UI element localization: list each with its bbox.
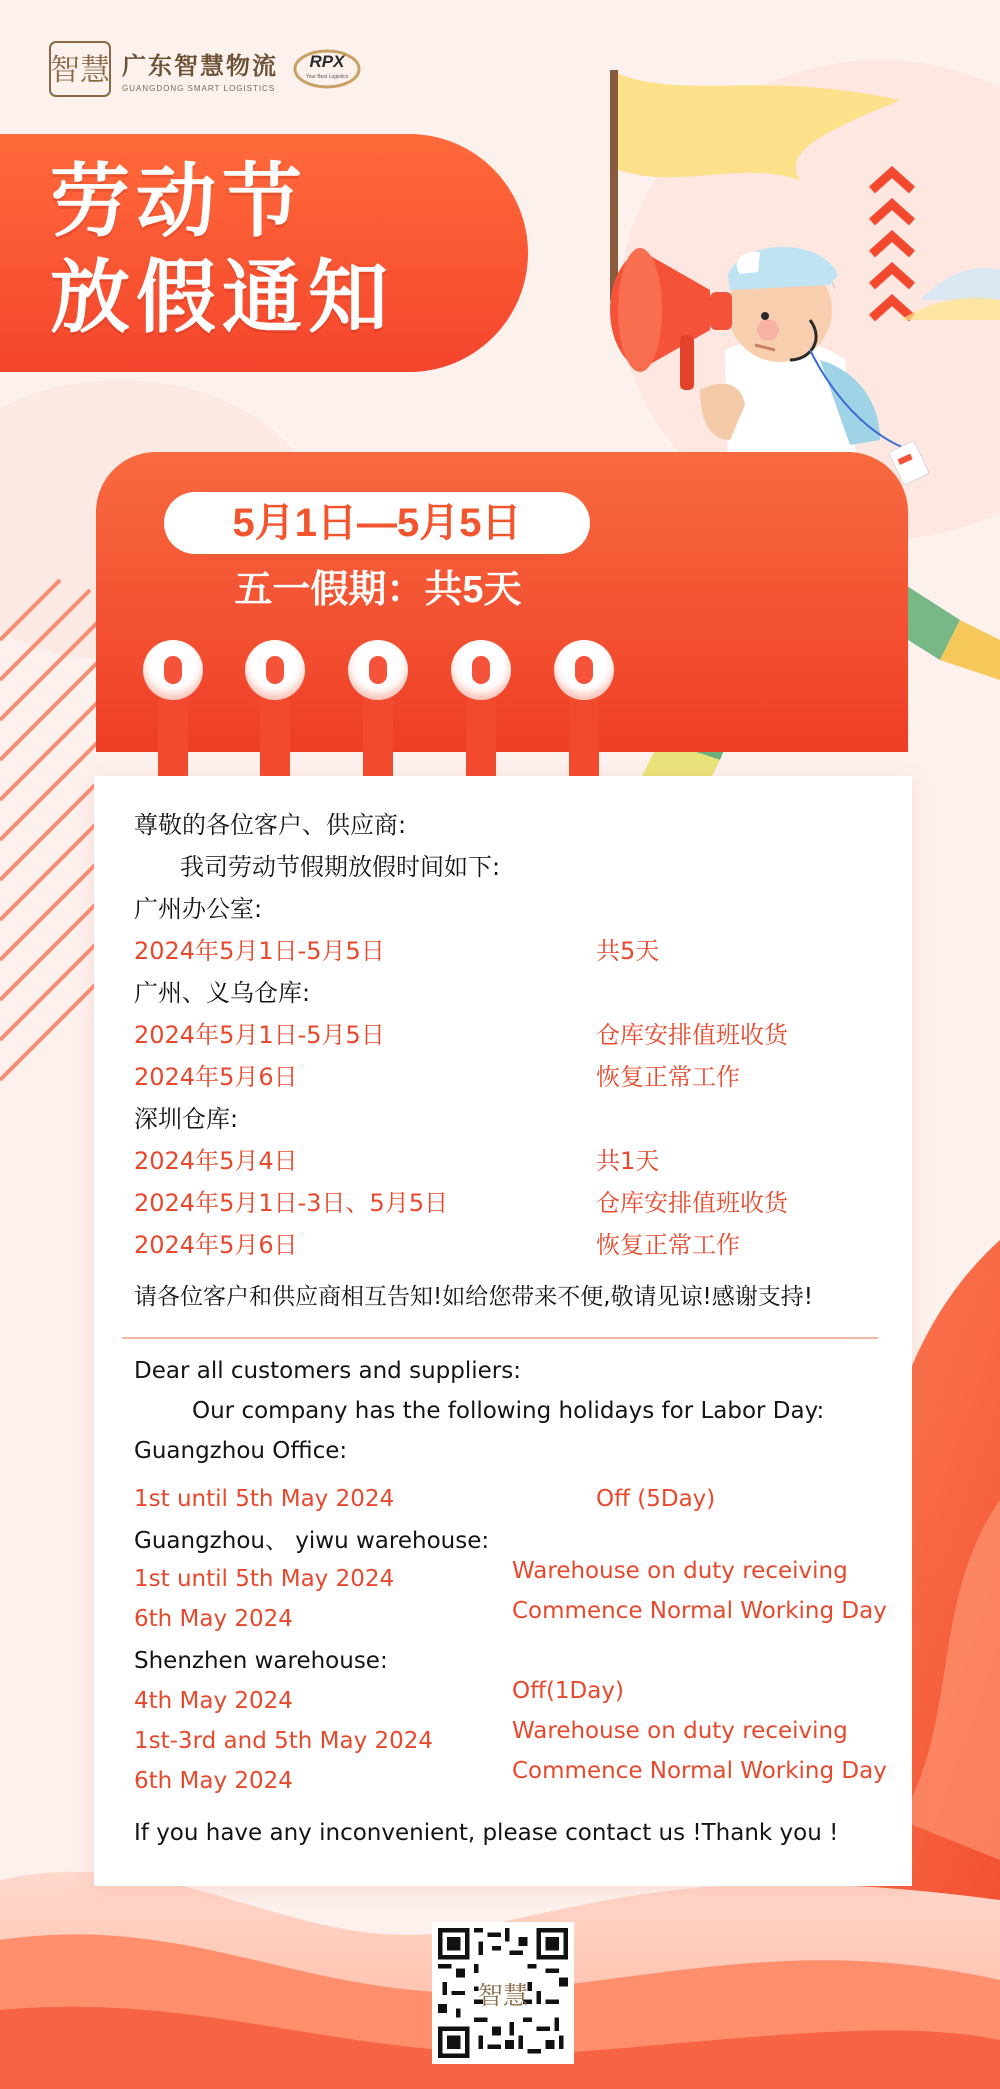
en-sz-date: 6th May 2024	[134, 1768, 293, 1794]
en-sz-heading: Shenzhen warehouse:	[134, 1648, 388, 1674]
en-sz-note: Off(1Day)	[512, 1678, 624, 1704]
en-gz-office-date: 1st until 5th May 2024	[134, 1486, 395, 1512]
cn-sz-heading: 深圳仓库:	[134, 1105, 239, 1133]
section-divider	[122, 1337, 878, 1339]
logo-mark-icon	[48, 38, 112, 100]
en-greeting: Dear all customers and suppliers:	[134, 1358, 521, 1384]
cn-gz-yw-note: 恢复正常工作	[596, 1063, 740, 1091]
cn-gz-office-heading: 广州办公室:	[134, 895, 263, 923]
cn-intro: 我司劳动节假期放假时间如下:	[180, 853, 501, 881]
en-sz-date: 1st-3rd and 5th May 2024	[134, 1728, 434, 1754]
partner-logo-text: RPX	[309, 52, 345, 71]
date-range-pill: 5月1日—5月5日	[164, 492, 590, 554]
cn-sz-note: 恢复正常工作	[596, 1231, 740, 1259]
calendar-ring	[451, 640, 511, 700]
en-closing: If you have any inconvenient, please contact us !Thank you !	[134, 1820, 839, 1846]
title-line-2: 放假通知	[50, 251, 394, 344]
rpx-logo-icon	[292, 45, 362, 93]
calendar-ring	[245, 640, 305, 700]
en-intro: Our company has the following holidays for Labor Day:	[192, 1398, 825, 1424]
en-gz-office-heading: Guangzhou Office:	[134, 1438, 348, 1464]
qr-code[interactable]	[432, 1922, 574, 2064]
cn-sz-date: 2024年5月4日	[134, 1147, 298, 1175]
logo-mark-text: 智慧	[50, 53, 110, 88]
brand-logo	[48, 38, 362, 100]
calendar-ring	[143, 640, 203, 700]
notice-card	[94, 776, 912, 1886]
calendar-ring	[348, 640, 408, 700]
en-gz-yw-heading: Guangzhou、 yiwu warehouse:	[134, 1528, 490, 1554]
title-line-1: 劳动节	[50, 155, 308, 248]
en-gz-office-note: Off (5Day)	[596, 1486, 716, 1512]
cn-sz-note: 共1天	[596, 1147, 660, 1175]
cn-gz-yw-note: 仓库安排值班收货	[596, 1021, 788, 1049]
cn-sz-date: 2024年5月1日-3日、5月5日	[134, 1189, 449, 1217]
holiday-total: 五一假期：共5天	[234, 569, 522, 611]
brand-name-cn: 广东智慧物流	[122, 52, 278, 80]
cn-closing: 请各位客户和供应商相互告知!如给您带来不便,敬请见谅!感谢支持!	[134, 1284, 813, 1310]
en-gz-yw-note: Warehouse on duty receiving	[512, 1558, 848, 1584]
en-gz-yw-date: 6th May 2024	[134, 1606, 293, 1632]
brand-name-en: GUANGDONG SMART LOGISTICS	[122, 83, 276, 93]
calendar-ring	[554, 640, 614, 700]
cn-gz-office-note: 共5天	[596, 937, 660, 965]
title-banner	[0, 134, 528, 372]
cn-greeting: 尊敬的各位客户、供应商:	[134, 811, 407, 839]
en-gz-yw-date: 1st until 5th May 2024	[134, 1566, 395, 1592]
cn-sz-note: 仓库安排值班收货	[596, 1189, 788, 1217]
cn-gz-yw-date: 2024年5月6日	[134, 1063, 298, 1091]
qr-center-text: 智慧	[477, 1981, 529, 2011]
cn-gz-yw-heading: 广州、义乌仓库:	[134, 979, 311, 1007]
qr-code-icon	[438, 1928, 568, 2058]
en-sz-note: Commence Normal Working Day	[512, 1758, 887, 1784]
cn-gz-yw-date: 2024年5月1日-5月5日	[134, 1021, 385, 1049]
en-gz-yw-note: Commence Normal Working Day	[512, 1598, 887, 1624]
en-sz-note: Warehouse on duty receiving	[512, 1718, 848, 1744]
partner-tagline: Your Best Logistics	[305, 74, 349, 80]
cn-sz-date: 2024年5月6日	[134, 1231, 298, 1259]
cn-gz-office-date: 2024年5月1日-5月5日	[134, 937, 385, 965]
en-sz-date: 4th May 2024	[134, 1688, 293, 1714]
